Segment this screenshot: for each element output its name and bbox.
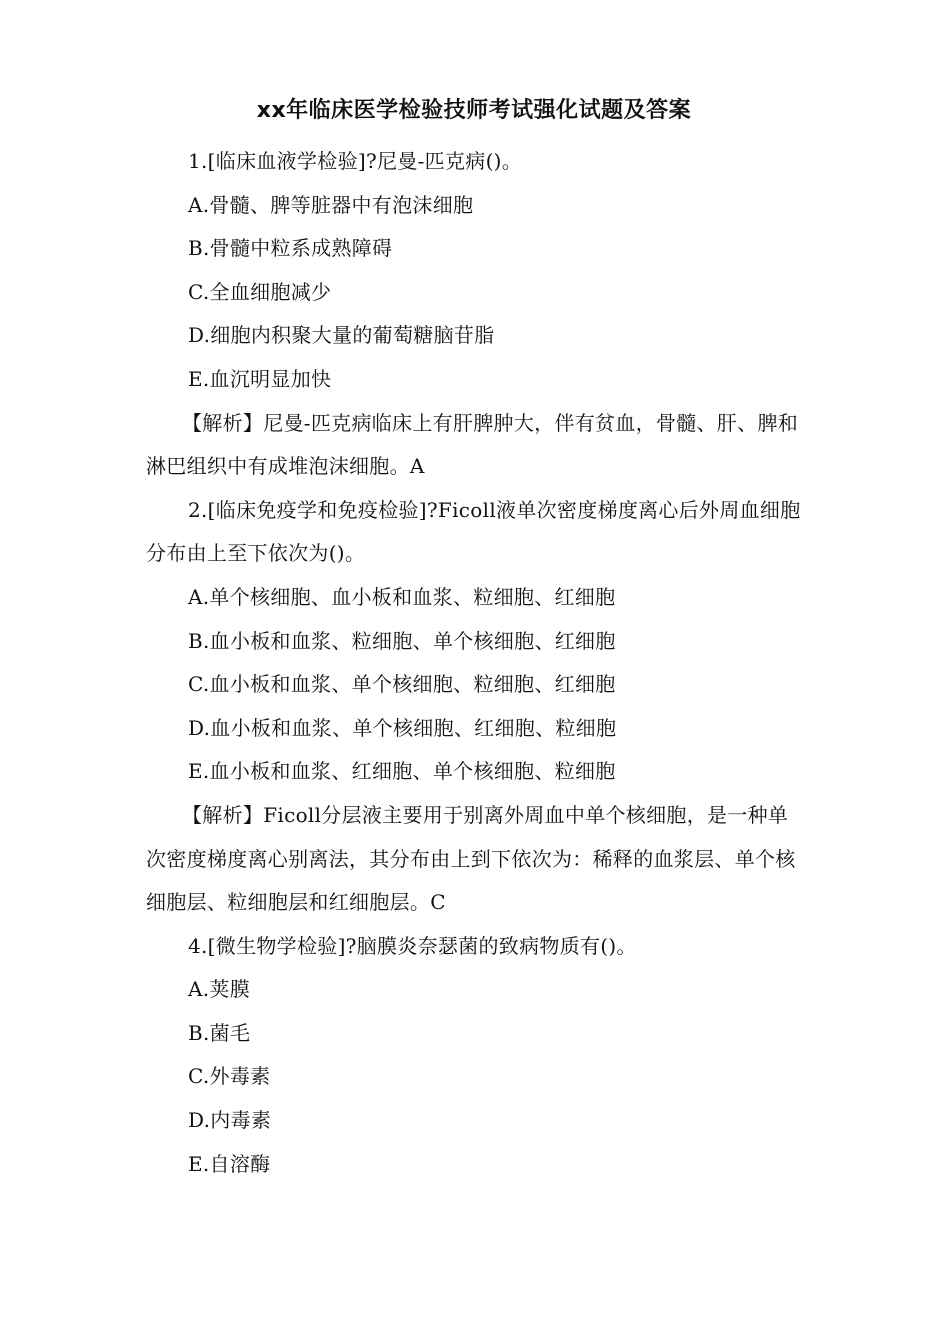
question-2-option-d: D.血小板和血浆、单个核细胞、红细胞、粒细胞	[188, 715, 617, 740]
question-1-option-c: C.全血细胞减少	[188, 279, 332, 304]
question-1-option-e: E.血沉明显加快	[188, 366, 332, 391]
question-1-stem: 1.[临床血液学检验]?尼曼-匹克病()。	[188, 149, 523, 173]
question-4-option-b: B.菌毛	[188, 1020, 251, 1045]
question-2-option-b: B.血小板和血浆、粒细胞、单个核细胞、红细胞	[188, 628, 616, 653]
question-1-option-b: B.骨髓中粒系成熟障碍	[188, 236, 393, 261]
question-2-option-a: A.单个核细胞、血小板和血浆、粒细胞、红细胞	[188, 584, 616, 609]
question-2-stem: 2.[临床免疫学和免疫检验]?Ficoll液单次密度梯度离心后外周血细胞分布由上至下依次为()。	[146, 497, 801, 566]
question-4-option-e: E.自溶酶	[188, 1151, 271, 1176]
question-2-option-e: E.血小板和血浆、红细胞、单个核细胞、粒细胞	[188, 759, 616, 784]
question-4-option-a: A.荚膜	[188, 977, 251, 1002]
question-1-option-d: D.细胞内积聚大量的葡萄糖脑苷脂	[188, 323, 495, 348]
question-2-analysis: 【解析】Ficoll分层液主要用于别离外周血中单个核细胞，是一种单次密度梯度离心别离法，其分布由上到下依次为：稀释的血浆层、单个核细胞层、粒细胞层和红细胞层。C	[146, 802, 796, 915]
question-4-option-d: D.内毒素	[188, 1108, 272, 1133]
question-1-analysis: 【解析】尼曼-匹克病临床上有肝脾肿大，伴有贫血，骨髓、肝、脾和淋巴组织中有成堆泡沫细胞。A	[146, 410, 799, 479]
question-4-stem: 4.[微生物学检验]?脑膜炎奈瑟菌的致病物质有()。	[188, 933, 637, 958]
question-1-option-a: A.骨髓、脾等脏器中有泡沫细胞	[188, 192, 474, 217]
document-title: xx年临床医学检验技师考试强化试题及答案	[256, 98, 692, 123]
question-4-option-c: C.外毒素	[188, 1064, 271, 1089]
question-2-option-c: C.血小板和血浆、单个核细胞、粒细胞、红细胞	[188, 672, 616, 697]
